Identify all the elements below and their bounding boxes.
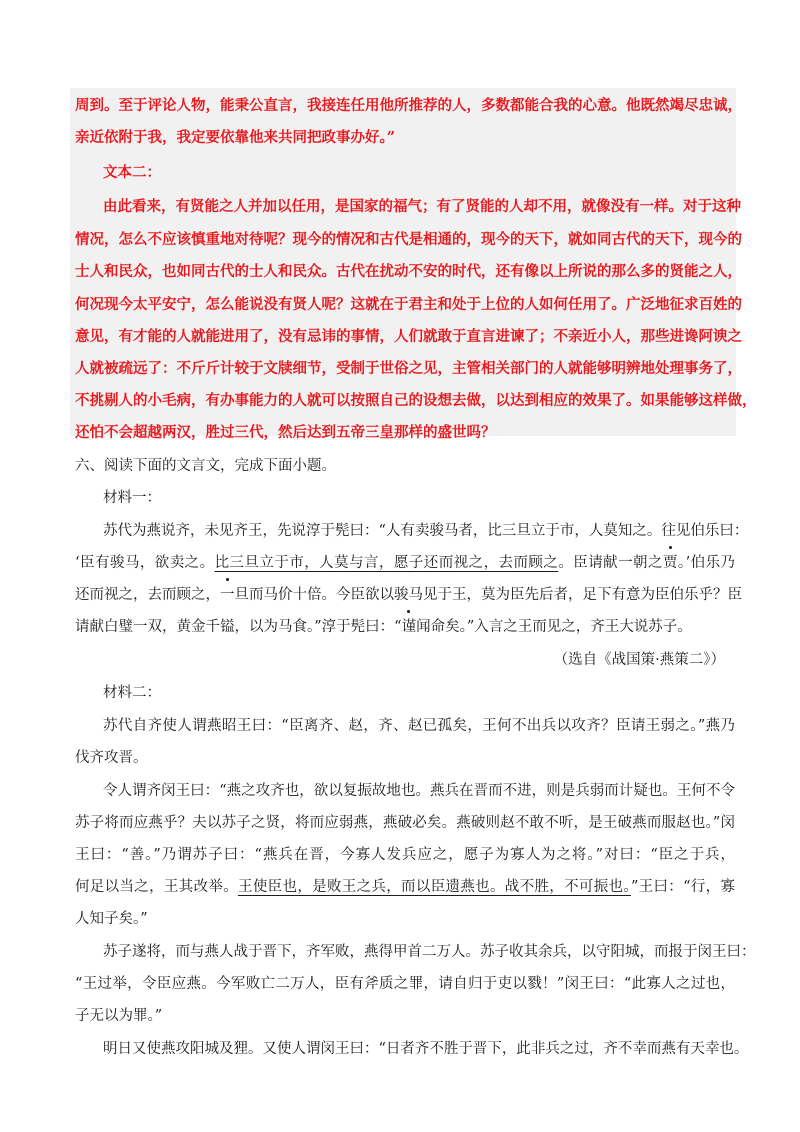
material1-line: ‘臣有骏马，欲卖之。比三旦立于市，人莫与言，愿子还而视之，去而顾之。臣请献一朝之贾。’伯乐乃: [75, 549, 735, 577]
material2-label: 材料二：: [103, 685, 161, 701]
material1-label: 材料一：: [103, 490, 161, 506]
material1-line: 还而视之，去而顾之，一旦而马价十倍。今臣欲以骏马见于王，莫为臣先后者，足下有意为臣伯乐乎？臣: [75, 581, 735, 609]
answer-subheading: 文本二：: [103, 164, 161, 181]
material2-line: 令人谓齐闵王曰：“燕之攻齐也，欲以复振故地也。燕兵在晋而不进，则是兵弱而计疑也。王何不令: [103, 783, 735, 799]
emphasis-dot-char: 贾: [663, 549, 678, 577]
emphasis-dot-char: 一: [220, 581, 235, 609]
emphasis-dot-char: 谨: [402, 613, 417, 641]
material1-line: 请献白璧一双，黄金千镒，以为马食。”淳于髡曰：“谨闻命矣。”入言之王而见之，齐王大说苏子。: [75, 613, 735, 641]
answer-line: 何况现今太平安宁，怎么能说没有贤人呢？这就在于君主和处于上位的人如何任用了。广泛地征求百姓的: [75, 296, 742, 313]
material2-line: 子无以为罪。”: [75, 1008, 163, 1024]
source-citation: （选自《战国策·燕策二》）: [553, 652, 725, 668]
material2-line: 王曰：“善。”乃谓苏子曰：“燕兵在晋，今寡人发兵应之，愿子为寡人为之将。”对曰：“臣之于兵，: [75, 847, 735, 863]
answer-line: 不挑剔人的小毛病，有办事能力的人就可以按照自己的设想去做，以达到相应的效果了。如果能够这样做，: [75, 392, 757, 409]
material2-line: “王过举，令臣应燕。今军败亡二万人，臣有斧质之罪，请自归于吏以戮！”闵王曰：“此寡人之过也，: [75, 976, 735, 992]
material2-line: 苏子将而应燕乎？夫以苏子之贤，将而应弱燕，燕破必矣。燕破则赵不敢不听，是王破燕而服赵也。”闵: [75, 815, 735, 831]
material2-line: 何足以当之，王其改举。王使臣也，是败王之兵，而以臣遗燕也。战不胜，不可振也。”王曰：“行，寡: [75, 879, 736, 895]
answer-line: 士人和民众，也如同古代的士人和民众。古代在扰动不安的时代，还有像以上所说的那么多的贤能之人，: [75, 263, 742, 280]
answer-line: 由此看来，有贤能之人并加以任用，是国家的福气；有了贤能的人却不用，就像没有一样。对于这种: [103, 198, 741, 215]
answer-line: 意见，有才能的人就能进用了，没有忌讳的事情，人们就敢于直言进谏了；不亲近小人，那些进谗阿谀之: [75, 328, 742, 345]
answer-line: 周到。至于评论人物，能秉公直言，我接连任用他所推荐的人，多数都能合我的心意。他既然竭尽忠诚，: [75, 97, 742, 114]
material2-line: 苏代自齐使人谓燕昭王曰：“臣离齐、赵，齐、赵已孤矣，王何不出兵以攻齐？臣请王弱之。”燕乃: [103, 718, 735, 734]
underlined-sentence: 王使臣也，是败王之兵，而以臣遗燕也。战不胜，不可振也。: [238, 879, 631, 895]
answer-line: 还怕不会超越两汉，胜过三代，然后达到五帝三皇那样的盛世吗？: [75, 424, 496, 441]
answer-line: 人就被疏远了：不斤斤计较于文牍细节，受制于世俗之见，主管相关部门的人就能够明辨地处理事务了，: [75, 360, 742, 377]
material2-line: 明日又使燕攻阳城及狸。又使人谓闵王曰：“日者齐不胜于晋下，此非兵之过，齐不幸而燕有天幸也。: [103, 1041, 749, 1057]
material2-line: 人知子矣。”: [75, 911, 148, 927]
answer-line: 亲近依附于我，我定要依靠他来共同把政事办好。”: [75, 129, 396, 146]
section-heading: 六、阅读下面的文言文，完成下面小题。: [75, 458, 336, 474]
underlined-sentence: 比三旦立于市，人莫与言，愿子还而视之，去而顾之: [214, 555, 559, 571]
material2-line: 苏子遂将，而与燕人战于晋下，齐军败，燕得甲首二万人。苏子收其余兵，以守阳城，而报于闵王曰：: [103, 944, 756, 960]
answer-line: 情况，怎么不应该慎重地对待呢？现今的情况和古代是相通的，现今的天下，就如同古代的天下，现今的: [75, 231, 742, 248]
material2-line: 伐齐攻晋。: [75, 750, 148, 766]
material1-line: 苏代为燕说齐，未见齐王，先说淳于髡曰：“人有卖骏马者，比三旦立于市，人莫知之。往见伯乐曰：: [103, 523, 749, 539]
